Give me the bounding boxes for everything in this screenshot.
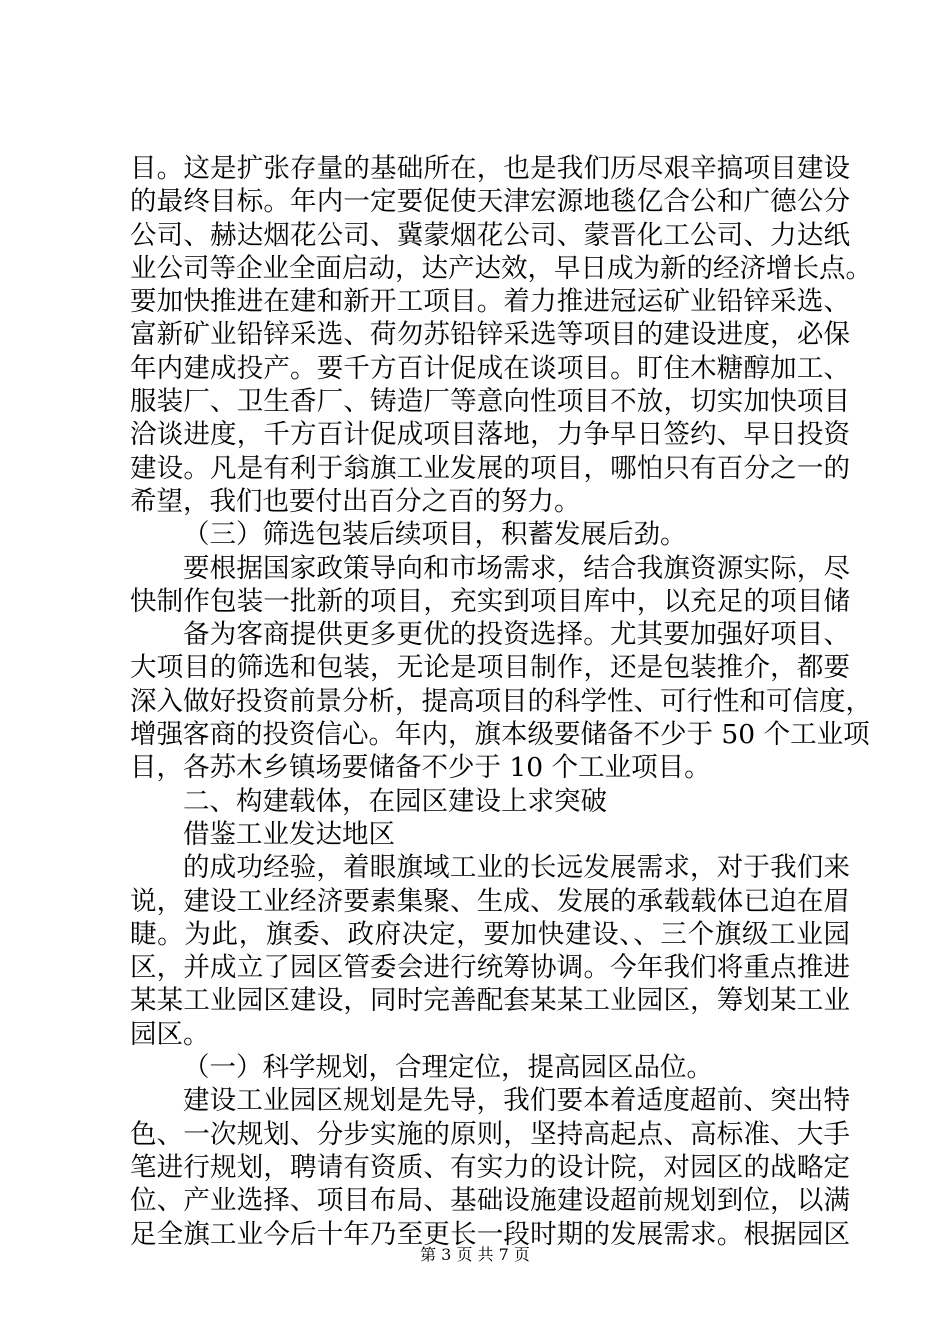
text-line: 要根据国家政策导向和市场需求，结合我旗资源实际，尽 xyxy=(183,552,850,584)
text-line: 年内建成投产。要千方百计促成在谈项目。盯住木糖醇加工、 xyxy=(130,352,850,384)
text-line: 区，并成立了园区管委会进行统筹协调。今年我们将重点推进 xyxy=(130,952,850,984)
text-line: 增强客商的投资信心。年内，旗本级要储备不少于 50 个工业项 xyxy=(130,719,870,751)
text-line: 大项目的筛选和包装，无论是项目制作，还是包装推介，都要 xyxy=(130,652,850,684)
text-line: 的成功经验，着眼旗域工业的长远发展需求，对于我们来 xyxy=(183,852,850,884)
text-line: 笔进行规划，聘请有资质、有实力的设计院，对园区的战略定 xyxy=(130,1151,850,1183)
text-line: 备为客商提供更多更优的投资选择。尤其要加强好项目、 xyxy=(183,619,850,651)
text-line: 深入做好投资前景分析，提高项目的科学性、可行性和可信度， xyxy=(130,685,872,717)
text-line: 富新矿业铅锌采选、荷勿苏铅锌采选等项目的建设进度，必保 xyxy=(130,319,850,351)
text-line: 公司、赫达烟花公司、冀蒙烟花公司、蒙晋化工公司、力达纸 xyxy=(130,219,850,251)
text-line: 园区。 xyxy=(130,1018,210,1050)
text-line: 目。这是扩张存量的基础所在，也是我们历尽艰辛搞项目建设 xyxy=(130,153,850,184)
text-line: 二、构建载体，在园区建设上求突破 xyxy=(183,785,607,817)
text-line: 目，各苏木乡镇场要储备不少于 10 个工业项目。 xyxy=(130,752,711,784)
page-number-footer: 第 3 页 共 7 页 xyxy=(420,1245,530,1264)
text-line: 足全旗工业今后十年乃至更长一段时期的发展需求。根据园区 xyxy=(130,1218,850,1250)
text-line: 借鉴工业发达地区 xyxy=(183,818,395,850)
body-text xyxy=(130,152,872,1251)
text-line: 的最终目标。年内一定要促使天津宏源地毯亿合公和广德公分 xyxy=(130,186,850,218)
text-line: 色、一次规划、分步实施的原则，坚持高起点、高标准、大手 xyxy=(130,1118,850,1150)
text-line: 建设。凡是有利于翁旗工业发展的项目，哪怕只有百分之一的 xyxy=(130,452,850,484)
text-line: 睫。为此，旗委、政府决定，要加快建设、、三个旗级工业园 xyxy=(130,918,850,950)
text-line: 建设工业园区规划是先导，我们要本着适度超前、突出特 xyxy=(183,1085,850,1117)
text-line: 位、产业选择、项目布局、基础设施建设超前规划到位，以满 xyxy=(130,1185,850,1217)
text-line: 某某工业园区建设，同时完善配套某某工业园区，筹划某工业 xyxy=(130,985,850,1017)
text-line: 快制作包装一批新的项目，充实到项目库中，以充足的项目储 xyxy=(130,585,850,617)
text-line: 洽谈进度，千方百计促成项目落地，力争早日签约、早日投资 xyxy=(130,419,850,451)
text-line: 希望，我们也要付出百分之百的努力。 xyxy=(130,485,581,517)
text-line: （一）科学规划，合理定位，提高园区品位。 xyxy=(183,1052,713,1084)
text-line: 说，建设工业经济要素集聚、生成、发展的承载载体已迫在眉 xyxy=(130,885,850,917)
text-line: 业公司等企业全面启动，达产达效，早日成为新的经济增长点。 xyxy=(130,252,872,284)
text-line: （三）筛选包装后续项目，积蓄发展后劲。 xyxy=(183,519,687,551)
text-line: 要加快推进在建和新开工项目。着力推进冠运矿业铅锌采选、 xyxy=(130,286,850,318)
text-line: 服装厂、卫生香厂、铸造厂等意向性项目不放，切实加快项目 xyxy=(130,386,850,418)
